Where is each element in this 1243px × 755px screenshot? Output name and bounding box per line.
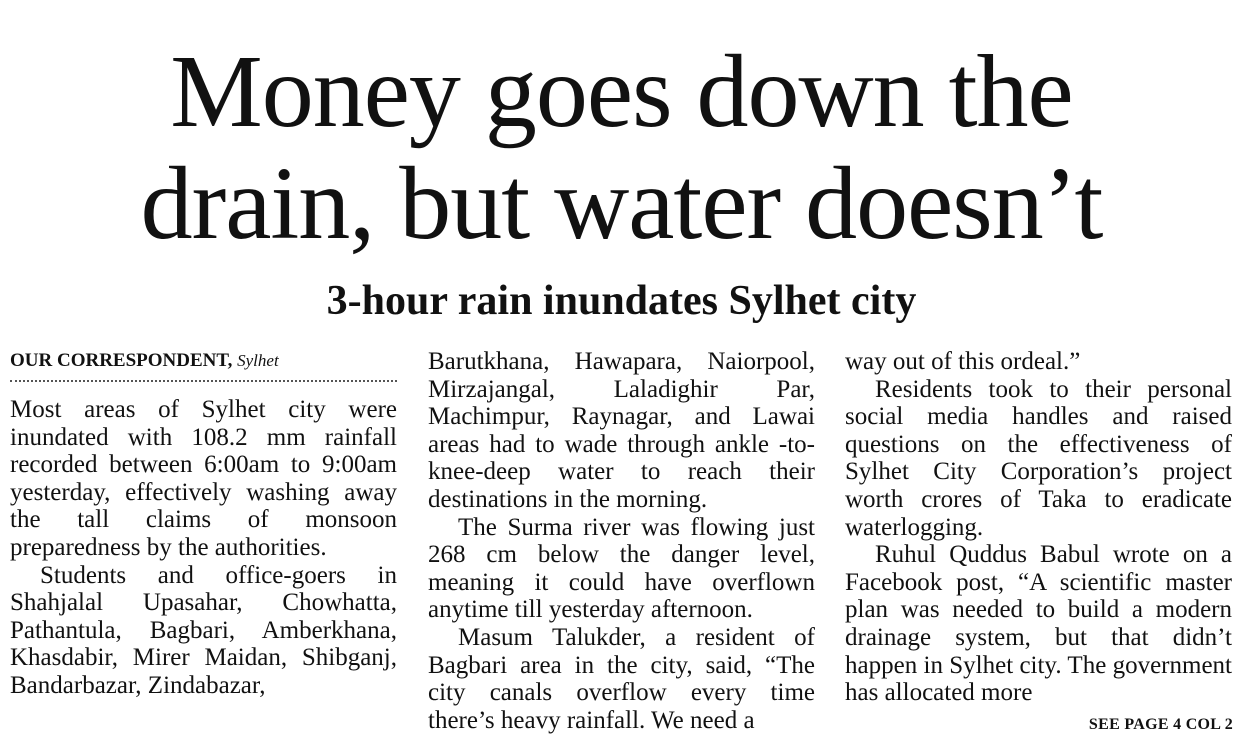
paragraph: Students and office-goers in Shahjalal Upasahar, Chowhatta, Pathantula, Bagbari, Amberkhana, Khasdabir, Mirer Maidan, Shibganj, Bandarbazar, Zindabazar, xyxy=(10,561,397,699)
paragraph: Barutkhana, Hawapara, Naiorpool, Mirzajangal, Laladighir Par, Machimpur, Raynagar, and Lawai areas had to wade through ankle -to-knee-deep water to reach their destinations in the morning. xyxy=(428,348,815,513)
continued-on-page-label: SEE PAGE 4 COL 2 xyxy=(1088,716,1233,733)
headline xyxy=(0,36,1243,260)
paragraph: The Surma river was flowing just 268 cm below the danger level, meaning it could have overflown anytime till yesterday afternoon. xyxy=(428,513,815,624)
article-column-2 xyxy=(428,348,815,734)
paragraph: way out of this ordeal.” xyxy=(845,348,1081,375)
article-column-3 xyxy=(845,348,1232,707)
byline xyxy=(10,348,397,382)
paragraph: Ruhul Quddus Babul wrote on a Facebook post, “A scientific master plan was needed to build a modern drainage system, but that didn’t happen in Sylhet city. The government has allocated more xyxy=(845,541,1232,707)
paragraph: Most areas of Sylhet city were inundated with 108.2 mm rainfall recorded between 6:00am to 9:00am yesterday, effectively washing away the tall claims of monsoon preparedness by the authorities. xyxy=(10,396,397,561)
byline-place: Sylhet xyxy=(237,351,279,370)
paragraph: Residents took to their personal social media handles and raised questions on the effectiveness of Sylhet City Corporation’s project worth crores of Taka to eradicate waterlogging. xyxy=(845,375,1232,541)
headline-line-2: drain, but water doesn’t xyxy=(140,146,1103,261)
paragraph: Masum Talukder, a resident of Bagbari area in the city, said, “The city canals overflow every time there’s heavy rainfall. We need a xyxy=(428,623,815,734)
article-column-1 xyxy=(10,348,397,700)
subheadline: 3-hour rain inundates Sylhet city xyxy=(326,278,917,324)
byline-name: OUR CORRESPONDENT, xyxy=(10,350,233,371)
headline-line-1: Money goes down the xyxy=(170,34,1073,149)
